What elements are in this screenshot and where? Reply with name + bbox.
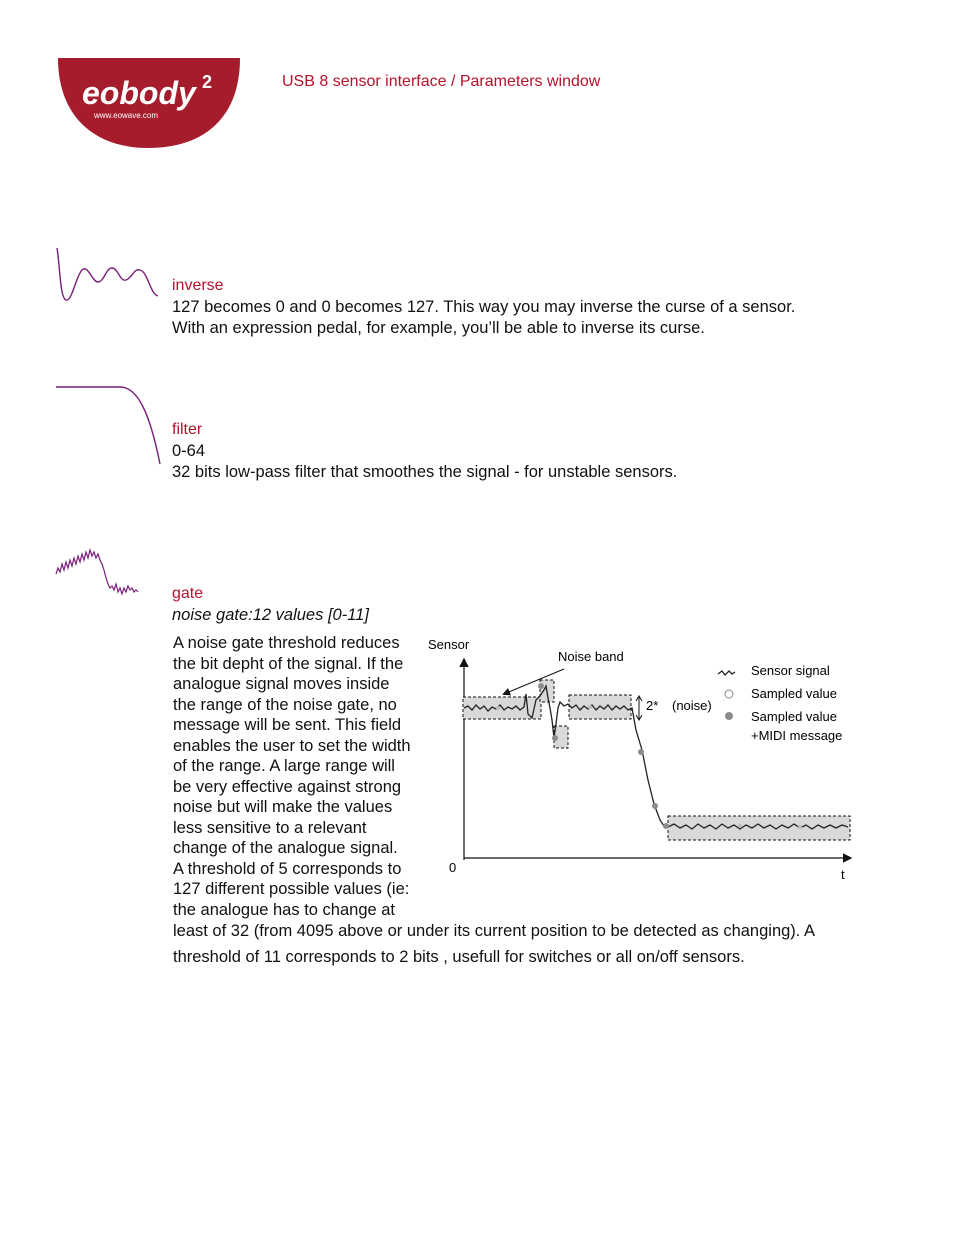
inverse-heading: inverse <box>172 277 224 294</box>
filter-curve-icon <box>54 384 164 471</box>
gate-noise-curve-icon <box>54 546 146 603</box>
gate-line: A threshold of 5 corresponds to <box>173 859 402 878</box>
sampled-midi-point <box>663 823 669 829</box>
page-title: USB 8 sensor interface / Parameters window <box>282 73 601 90</box>
legend-midi-label-1: Sampled value <box>751 709 837 724</box>
filter-range: 0-64 <box>172 442 206 460</box>
noise-band-label: Noise band <box>558 649 624 664</box>
gate-line: of the range. A large range will <box>173 757 395 775</box>
noise-gate-diagram <box>420 630 860 891</box>
gate-line: enables the user to set the width <box>173 736 411 755</box>
band-width-label: 2* <box>646 698 659 713</box>
gate-heading: gate <box>172 585 204 602</box>
gate-line: the bit depht of the signal. If the <box>173 654 404 673</box>
logo-url: www.eowave.com <box>94 111 159 120</box>
gate-paragraph <box>173 633 411 920</box>
gate-subtitle: noise gate:12 values [0-11] <box>172 606 369 624</box>
sampled-midi-point <box>552 735 558 741</box>
filter-description: 32 bits low-pass filter that smoothes the signal - for unstable sensors. <box>172 463 678 481</box>
inverse-curve-icon <box>54 246 164 309</box>
inverse-line-2: With an expression pedal, for example, you’ll be able to inverse its curse. <box>172 319 705 337</box>
sampled-point <box>798 825 802 829</box>
gate-line-wide-1: least of 32 (from 4095 above or under its current position to be detected as changing). A <box>173 922 816 940</box>
noise-label: (noise) <box>672 698 712 713</box>
noise-band-pointer <box>504 669 564 694</box>
gate-line: noise but will make the values <box>173 798 393 816</box>
logo-sup: 2 <box>202 72 213 92</box>
gate-line: the analogue has to change at <box>173 900 396 919</box>
legend-midi-swatch <box>725 712 733 720</box>
legend-signal-label: Sensor signal <box>751 663 830 678</box>
sampled-point <box>588 705 592 709</box>
filter-heading: filter <box>172 421 203 438</box>
gate-line: the range of the noise gate, no <box>173 695 397 714</box>
sampled-midi-point <box>652 803 658 809</box>
sampled-point <box>496 706 500 710</box>
sampled-point <box>738 824 742 828</box>
legend-midi-label-2: +MIDI message <box>751 728 843 743</box>
legend-sampled-label: Sampled value <box>751 686 837 701</box>
x-axis-label: t <box>841 867 845 882</box>
legend-signal-swatch <box>718 671 735 675</box>
origin-label: 0 <box>449 860 457 875</box>
logo-text: eobody <box>82 75 196 111</box>
gate-line: be very effective against strong <box>173 777 402 796</box>
gate-line: less sensitive to a relevant <box>173 818 367 837</box>
sampled-midi-point <box>638 749 644 755</box>
gate-line: 127 different possible values (ie: <box>173 880 410 898</box>
gate-line: change of the analogue signal. <box>173 839 398 857</box>
y-axis-label: Sensor <box>428 637 470 652</box>
eobody-logo <box>56 56 242 150</box>
legend-sampled-swatch <box>725 690 733 698</box>
gate-line: analogue signal moves inside <box>173 675 390 693</box>
gate-line: message will be sent. This field <box>173 716 402 734</box>
inverse-line-1: 127 becomes 0 and 0 becomes 127. This way you may inverse the curse of a sensor. <box>172 298 796 316</box>
sampled-midi-point <box>538 683 544 689</box>
gate-line: A noise gate threshold reduces <box>173 634 400 652</box>
gate-line-wide-2: threshold of 11 corresponds to 2 bits , usefull for switches or all on/off sensors. <box>173 948 745 966</box>
